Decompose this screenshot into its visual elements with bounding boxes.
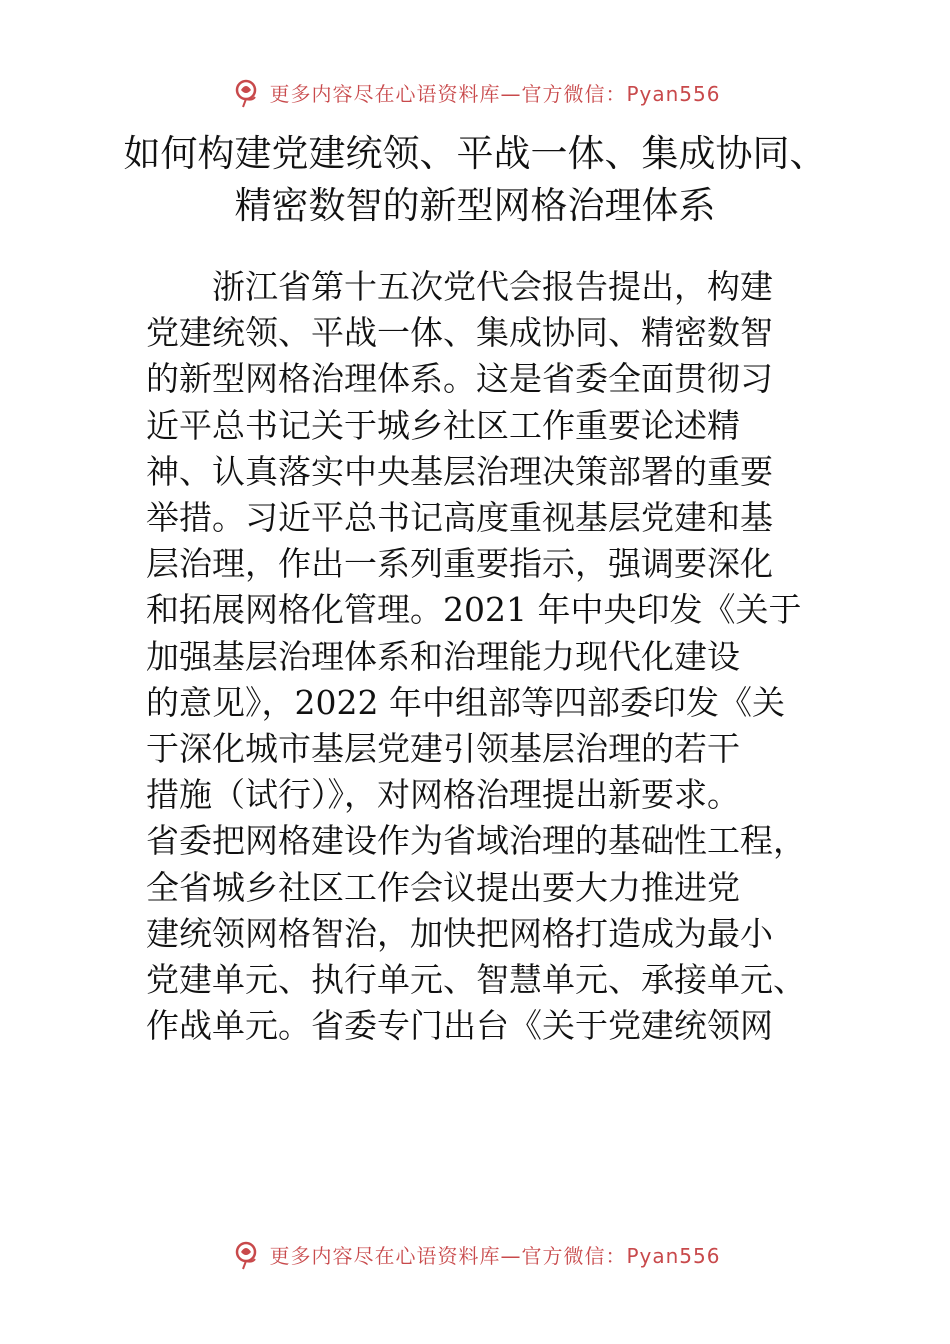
watermark-text: 更多内容尽在心语资料库—官方微信：Pyan556 — [269, 1243, 721, 1268]
rose-flower-icon — [229, 1237, 263, 1271]
document-title: 如何构建党建统领、平战一体、集成协同、 精密数智的新型网格治理体系 — [123, 132, 827, 227]
rose-flower-icon — [229, 75, 263, 109]
footer-watermark — [0, 1234, 950, 1274]
watermark-text: 更多内容尽在心语资料库—官方微信：Pyan556 — [269, 81, 721, 106]
body-paragraph: 浙江省第十五次党代会报告提出，构建 党建统领、平战一体、集成协同、精密数智 的新型网格治理体系。这是省委全面贯彻习 近平总书记关于城乡社区工作重要论述精 神、认真落实中央基层治理决策部署的重要 举措。习近平总书记高度重视基层党建和基 层治理，作出一系列重要指示，强调要深化 和拓展网格化管理。2021 年中央印发《关于 加强基层治理体系和治理能力现代化建设 的意见》，2022 年中组部等四部委印发《关 于深化城市基层党建引领基层治理的若干 措施（试行）》，对网格治理提出新要求。 省委把网格建设作为省域治理的基础性工程， 全省城乡社区工作会议提出要大力推进党 建统领网格智治，加快把网格打造成为最小 党建单元、执行单元、智慧单元、承接单元、 作战单元。省委专门出台《关于党建统领网 — [146, 267, 806, 1046]
header-watermark — [0, 72, 950, 112]
